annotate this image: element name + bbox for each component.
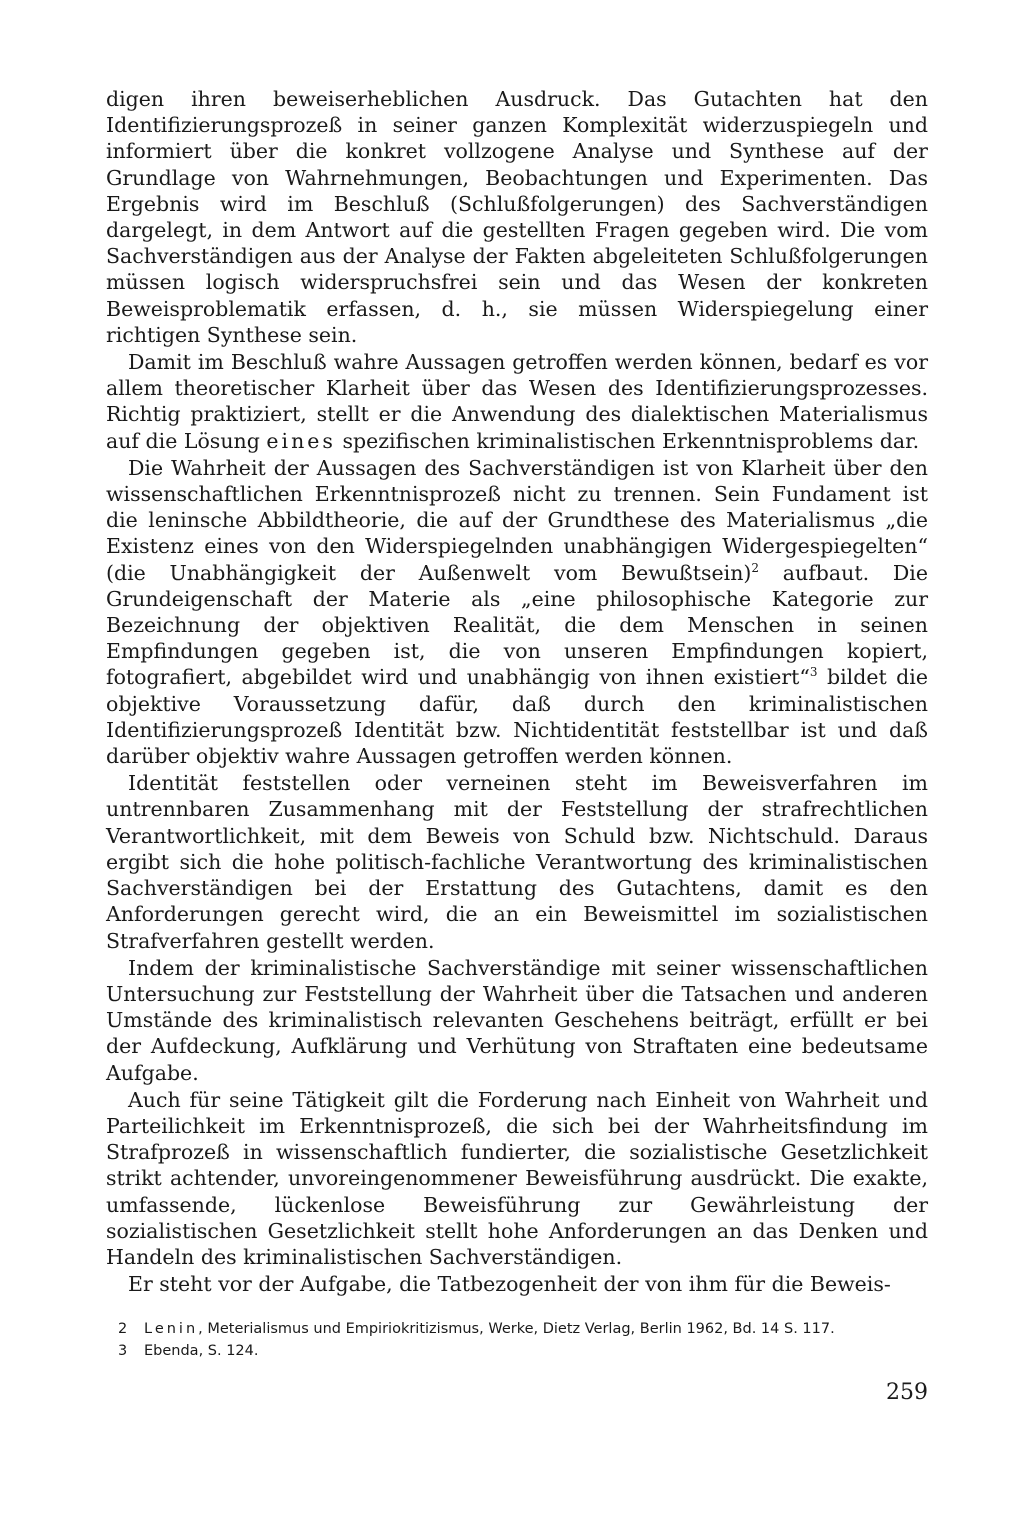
footnote-ref-3: 3 <box>809 665 818 680</box>
footnote-text <box>144 1318 835 1340</box>
footnote-number: 2 <box>118 1321 128 1337</box>
paragraph-1: digen ihren beweiserheblichen Ausdruck. Das Gutachten hat den Identifizierungsprozeß in seiner ganzen Komplexität widerzuspiegeln und informiert über die konkret vollzogene Analyse und Synthese auf der Grundlage von Wahrnehmungen, Beobachtungen und Experimenten. Das Ergebnis wird im Beschluß (Schlußfolgerungen) des Sachverständigen dargelegt, in dem Antwort auf die gestellten Fragen gegeben wird. Die vom Sachverständigen aus der Analyse der Fakten abgeleiteten Schlußfolgerungen müssen logisch widerspruchsfrei sein und das Wesen der konkreten Beweisproblematik erfassen, d. h., sie müssen Widerspiegelung einer richtigen Synthese sein. <box>106 87 928 347</box>
footnotes <box>118 1318 928 1362</box>
paragraph-3-text-2: aufbaut. Die Grundeigenschaft der Materie als „eine philosophische Kategorie zur Bezeichnung der objektiven Realität, die dem Menschen in seinen Empfindungen gegeben ist, die von unseren Empfindungen kopiert, fotografiert, abgebildet wird und unabhängig von ihnen existiert“ <box>106 560 928 690</box>
paragraph-3-text-3: bildet die objektive Voraussetzung dafür, daß durch den kriminalistischen Identifizierungsprozeß Identität bzw. Nichtidentität feststellbar ist und daß darüber objektiv wahre Aussagen getroffen werden können. <box>106 665 928 769</box>
paragraph-2-text-after: spezifischen kriminalistischen Erkenntnisproblems dar. <box>335 428 920 453</box>
paragraph-3 <box>106 455 928 769</box>
paragraph-3-text-1: Die Wahrheit der Aussagen des Sachverständigen ist von Klarheit über den wissenschaftlichen Erkenntnisprozeß nicht zu trennen. Sein Fundament ist die leninsche Abbildtheorie, die auf der Grundthese des Materialismus „die Existenz eines von den Widerspiegelnden unabhängigen Widergespiegelten“ (die Unabhängigkeit der Außenwelt vom Bewußtsein) <box>106 455 928 585</box>
footnote-number: 3 <box>118 1343 128 1359</box>
footnote-author: Lenin <box>144 1321 199 1337</box>
footnote-ref-2: 2 <box>751 560 760 575</box>
paragraph-4: Identität feststellen oder verneinen steht im Beweisverfahren im untrennbaren Zusammenhang mit der Feststellung der strafrechtlichen Verantwortlichkeit, mit dem Beweis von Schuld bzw. Nichtschuld. Daraus ergibt sich die hohe politisch-fachliche Verantwortung des kriminalistischen Sachverständigen bei der Erstattung des Gutachtens, damit es den Anforderungen gerecht wird, die an ein Beweismittel im sozialistischen Strafverfahren gestellt werden. <box>106 771 928 953</box>
paragraph-2-text-before: Damit im Beschluß wahre Aussagen getroffen werden können, bedarf es vor allem theoretischer Klarheit über das Wesen des Identifizierungsprozesses. Richtig praktiziert, stellt er die Anwendung des dialektischen Materialismus auf die Lösung <box>106 350 928 453</box>
paragraph-6: Auch für seine Tätigkeit gilt die Forderung nach Einheit von Wahrheit und Parteilichkeit im Erkenntnisprozeß, die sich bei der Wahrheitsfindung im Strafprozeß in wissenschaftlich fundierter, die sozialistische Gesetzlichkeit strikt achtender, unvoreingenommener Beweisführung ausdrückt. Die exakte, umfassende, lückenlose Beweisführung zur Gewährleistung der sozialistischen Gesetzlichkeit stellt hohe Anforderungen an das Denken und Handeln des kriminalistischen Sachverständigen. <box>106 1087 928 1269</box>
paragraph-2-emphasis: eines <box>266 428 336 453</box>
paragraph-7: Er steht vor der Aufgabe, die Tatbezogenheit der von ihm für die Beweis- <box>128 1272 891 1297</box>
paragraph-5: Indem der kriminalistische Sachverständige mit seiner wissenschaftlichen Untersuchung zur Feststellung der Wahrheit über die Tatsachen und anderen Umstände des kriminalistisch relevanten Geschehens beiträgt, erfüllt er bei der Aufdeckung, Aufklärung und Verhütung von Straftaten eine bedeutsame Aufgabe. <box>106 955 928 1085</box>
page-body <box>106 86 928 1297</box>
page-number: 259 <box>886 1380 928 1405</box>
footnote-2 <box>118 1318 928 1340</box>
footnote-3 <box>118 1340 928 1362</box>
footnote-citation: , Meterialismus und Empiriokritizismus, Werke, Dietz Verlag, Berlin 1962, Bd. 14 S. 117. <box>198 1321 835 1337</box>
paragraph-2 <box>106 349 928 454</box>
footnote-text: Ebenda, S. 124. <box>144 1343 259 1359</box>
